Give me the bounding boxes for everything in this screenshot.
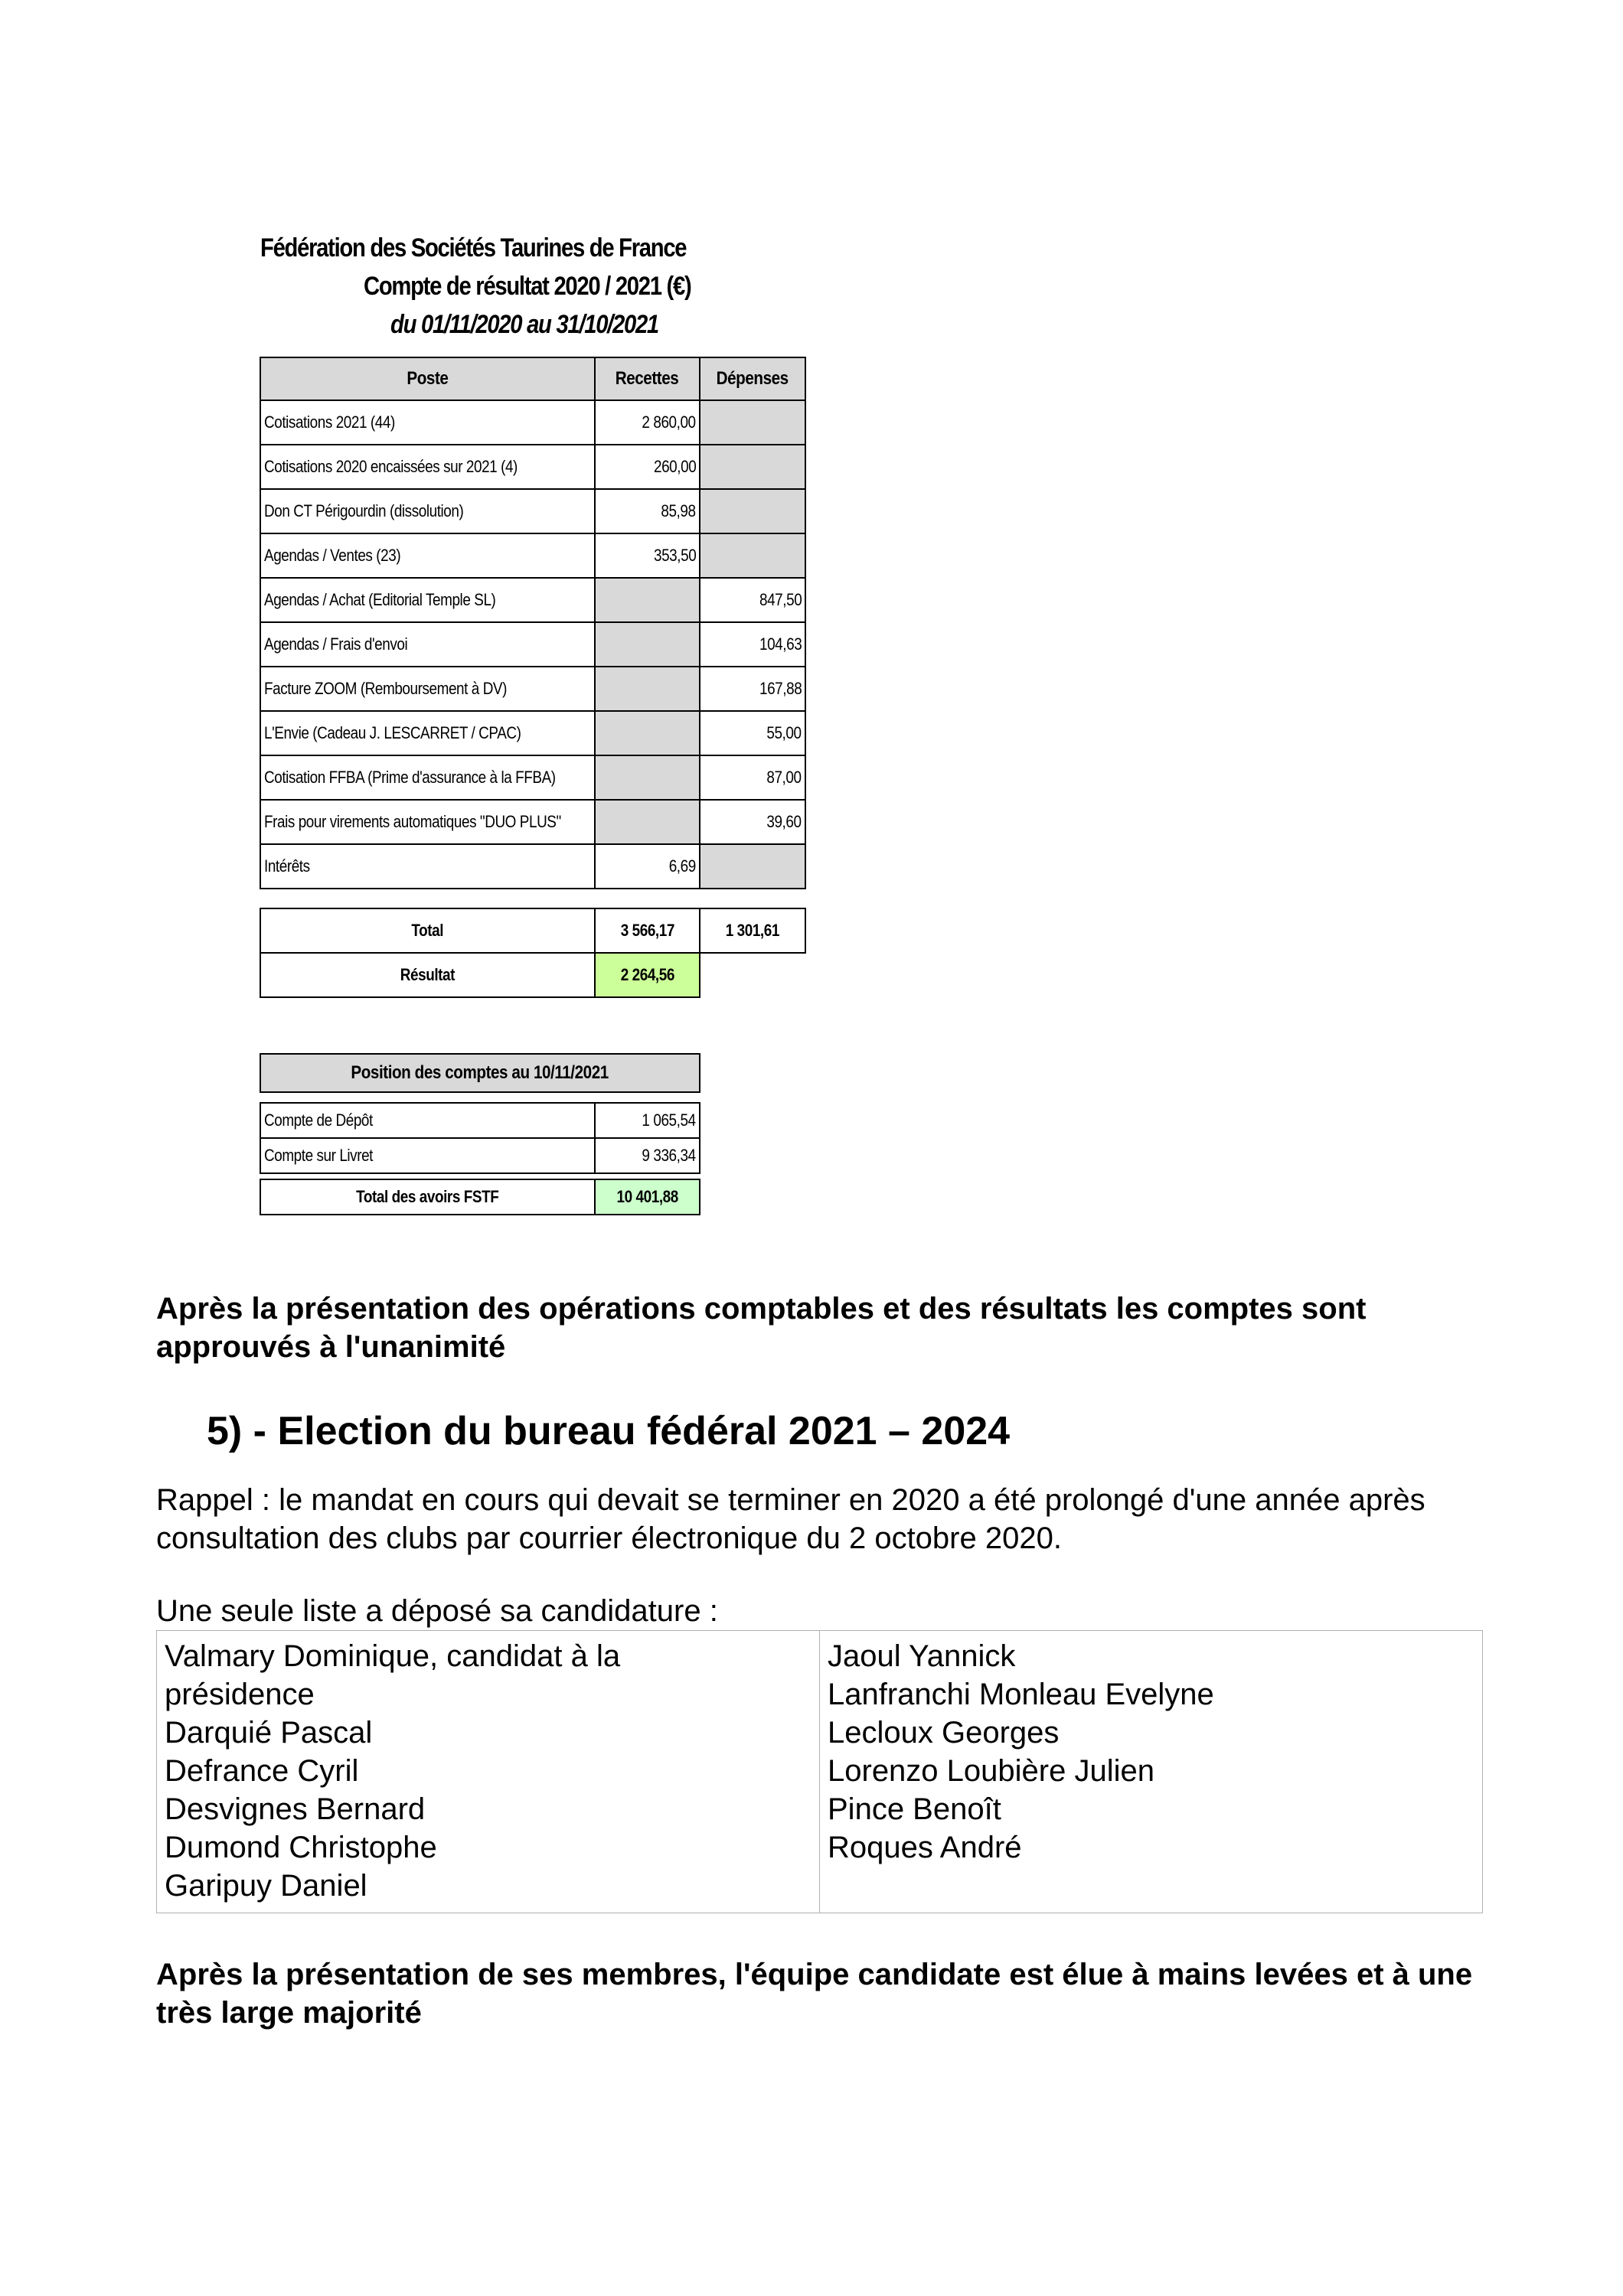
account-row [260, 1138, 700, 1173]
depenses-cell [700, 844, 805, 889]
recettes-cell [595, 800, 700, 844]
resultat-row [260, 953, 805, 997]
account-label: Compte de Dépôt [260, 1103, 595, 1138]
col-header-poste: Poste [260, 357, 595, 400]
accounts-total-row [260, 1179, 700, 1215]
recettes-cell: 6,69 [595, 844, 700, 889]
statement-row [260, 578, 805, 622]
depenses-cell: 847,50 [700, 578, 805, 622]
candidate-name: Roques André [828, 1831, 1022, 1864]
depenses-cell: 87,00 [700, 755, 805, 800]
recettes-cell [595, 755, 700, 800]
depenses-cell [700, 489, 805, 533]
spacer-row [260, 1173, 700, 1179]
recettes-cell [595, 578, 700, 622]
poste-cell: Cotisations 2021 (44) [260, 400, 595, 445]
poste-cell: Don CT Périgourdin (dissolution) [260, 489, 595, 533]
depenses-cell: 167,88 [700, 667, 805, 711]
recettes-cell [595, 622, 700, 667]
depenses-cell [700, 400, 805, 445]
col-header-recettes: Recettes [595, 357, 700, 400]
depenses-cell: 55,00 [700, 711, 805, 755]
recettes-cell [595, 667, 700, 711]
candidate-name: Lecloux Georges [828, 1716, 1060, 1750]
candidate-name: Defrance Cyril [165, 1754, 359, 1788]
accounts-table [260, 1053, 700, 1215]
empty-cell [700, 953, 805, 997]
statement-row [260, 533, 805, 578]
total-recettes: 3 566,17 [595, 908, 700, 953]
resultat-label: Résultat [260, 953, 595, 997]
poste-cell: Intérêts [260, 844, 595, 889]
recettes-cell: 260,00 [595, 445, 700, 489]
depenses-cell: 104,63 [700, 622, 805, 667]
poste-cell: Agendas / Achat (Editorial Temple SL) [260, 578, 595, 622]
candidate-name: Garipuy Daniel [165, 1869, 367, 1903]
depenses-cell: 39,60 [700, 800, 805, 844]
statement-org-title: Fédération des Sociétés Taurines de France [260, 233, 687, 263]
account-value: 1 065,54 [595, 1103, 700, 1138]
statement-row [260, 445, 805, 489]
approval-paragraph: Après la présentation des opérations comptables et des résultats les comptes sont approuvés à l'unanimité [156, 1292, 1367, 1364]
statement-row [260, 489, 805, 533]
candidate-name: Jaoul Yannick [828, 1639, 1016, 1673]
spacer-row [260, 1092, 700, 1103]
recettes-cell: 85,98 [595, 489, 700, 533]
totals-table [260, 908, 806, 998]
poste-cell: Agendas / Frais d'envoi [260, 622, 595, 667]
statement-title: Compte de résultat 2020 / 2021 (€) [364, 272, 691, 301]
poste-cell: Facture ZOOM (Remboursement à DV) [260, 667, 595, 711]
statement-row [260, 667, 805, 711]
account-value: 9 336,34 [595, 1138, 700, 1173]
section-5-heading: 5) - Election du bureau fédéral 2021 – 2024 [207, 1409, 1011, 1453]
poste-cell: Cotisations 2020 encaissées sur 2021 (4) [260, 445, 595, 489]
candidates-table [156, 1630, 1483, 1913]
recettes-cell [595, 711, 700, 755]
statement-period: du 01/11/2020 au 31/10/2021 [390, 310, 658, 339]
account-label: Compte sur Livret [260, 1138, 595, 1173]
candidate-name: Darquié Pascal [165, 1716, 373, 1750]
poste-cell: Agendas / Ventes (23) [260, 533, 595, 578]
candidates-right-column [820, 1631, 1483, 1913]
account-row [260, 1103, 700, 1138]
poste-cell: Frais pour virements automatiques "DUO PLUS" [260, 800, 595, 844]
candidate-name: Valmary Dominique, candidat à la présidence [165, 1639, 621, 1711]
total-depenses: 1 301,61 [700, 908, 805, 953]
poste-cell: L'Envie (Cadeau J. LESCARRET / CPAC) [260, 711, 595, 755]
resultat-value: 2 264,56 [595, 953, 700, 997]
accounts-total-value: 10 401,88 [595, 1179, 700, 1215]
recettes-cell: 353,50 [595, 533, 700, 578]
candidate-name: Pince Benoît [828, 1792, 1001, 1826]
liste-intro: Une seule liste a déposé sa candidature : [156, 1594, 718, 1628]
statement-row [260, 622, 805, 667]
candidates-left-column [157, 1631, 820, 1913]
depenses-cell [700, 533, 805, 578]
statement-row [260, 755, 805, 800]
total-row [260, 908, 805, 953]
poste-cell: Cotisation FFBA (Prime d'assurance à la FFBA) [260, 755, 595, 800]
income-statement-table [260, 357, 806, 889]
statement-row [260, 844, 805, 889]
accounts-title: Position des comptes au 10/11/2021 [260, 1054, 700, 1092]
recettes-cell: 2 860,00 [595, 400, 700, 445]
rappel-paragraph: Rappel : le mandat en cours qui devait se terminer en 2020 a été prolongé d'une année après consultation des clubs par courrier électronique du 2 octobre 2020. [156, 1483, 1425, 1555]
candidate-name: Desvignes Bernard [165, 1792, 426, 1826]
statement-row [260, 711, 805, 755]
total-label: Total [260, 908, 595, 953]
statement-row [260, 800, 805, 844]
candidate-name: Lanfranchi Monleau Evelyne [828, 1678, 1214, 1711]
statement-row [260, 400, 805, 445]
accounts-total-label: Total des avoirs FSTF [260, 1179, 595, 1215]
depenses-cell [700, 445, 805, 489]
candidate-name: Lorenzo Loubière Julien [828, 1754, 1154, 1788]
col-header-depenses: Dépenses [700, 357, 805, 400]
election-paragraph: Après la présentation de ses membres, l'équipe candidate est élue à mains levées et à une très large majorité [156, 1958, 1473, 2030]
candidate-name: Dumond Christophe [165, 1831, 437, 1864]
